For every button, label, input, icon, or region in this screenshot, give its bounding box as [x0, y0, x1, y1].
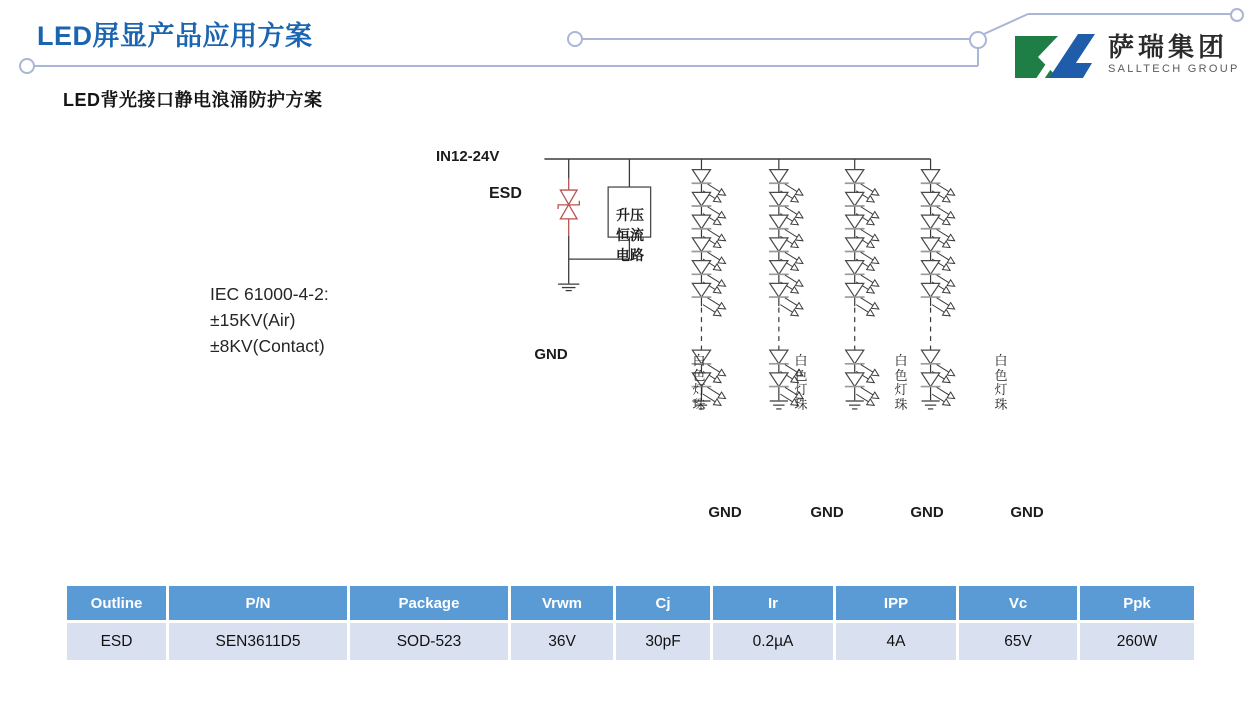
col-header-ipp: IPP: [835, 585, 958, 622]
page-title: LED屏显产品应用方案: [37, 21, 313, 51]
cell-ipp: 4A: [835, 622, 958, 662]
cell-ir: 0.2µA: [712, 622, 835, 662]
gnd-label: GND: [1010, 504, 1044, 521]
spec-table-row: [66, 622, 1196, 662]
led-column-label: 白色灯珠: [692, 353, 706, 412]
boost-line-3: 电路: [616, 247, 644, 263]
boost-line-2: 恒流: [616, 227, 644, 243]
led-column-label: 白色灯珠: [894, 353, 908, 412]
col-header-cj: Cj: [615, 585, 712, 622]
gnd-label: GND: [810, 504, 844, 521]
section-subtitle: LED背光接口静电浪涌防护方案: [63, 90, 323, 110]
boost-line-1: 升压: [616, 207, 644, 223]
cell-cj: 30pF: [615, 622, 712, 662]
logo-company-name-cn: 萨瑞集团: [1108, 31, 1229, 62]
col-header-vrwm: Vrwm: [510, 585, 615, 622]
cell-vc: 65V: [958, 622, 1079, 662]
cell-outline: ESD: [66, 622, 168, 662]
col-header-pn: P/N: [168, 585, 349, 622]
boost-circuit-label: [604, 204, 656, 266]
esd-label: ESD: [489, 185, 522, 202]
spec-table-header-row: [66, 585, 1196, 622]
led-string: [921, 159, 957, 409]
gnd-label: GND: [708, 504, 742, 521]
iec-line-2: ±15KV(Air): [210, 310, 296, 330]
circuit-diagram: [0, 140, 1255, 580]
cell-vrwm: 36V: [510, 622, 615, 662]
iec-line-1: IEC 61000-4-2:: [210, 284, 329, 304]
col-header-vc: Vc: [958, 585, 1079, 622]
input-voltage-label: IN12-24V: [436, 148, 500, 165]
led-column-label: 白色灯珠: [794, 353, 808, 412]
gnd-label: GND: [534, 346, 568, 363]
gnd-label: GND: [910, 504, 944, 521]
iec-line-3: ±8KV(Contact): [210, 336, 325, 356]
logo-company-name-en: SALLTECH GROUP: [1108, 62, 1240, 75]
company-logo: [1012, 28, 1240, 80]
col-header-package: Package: [349, 585, 510, 622]
cell-package: SOD-523: [349, 622, 510, 662]
spec-table: [64, 583, 1197, 663]
col-header-ir: Ir: [712, 585, 835, 622]
logo-text: [1108, 31, 1240, 75]
tvs-diode-symbol: [558, 179, 579, 236]
cell-ppk: 260W: [1079, 622, 1196, 662]
iec-standard-text: [210, 281, 329, 359]
col-header-ppk: Ppk: [1079, 585, 1196, 622]
led-column-label: 白色灯珠: [994, 353, 1008, 412]
cell-pn: SEN3611D5: [168, 622, 349, 662]
logo-mark-icon: [1012, 28, 1100, 80]
led-string: [845, 159, 881, 409]
col-header-outline: Outline: [66, 585, 168, 622]
